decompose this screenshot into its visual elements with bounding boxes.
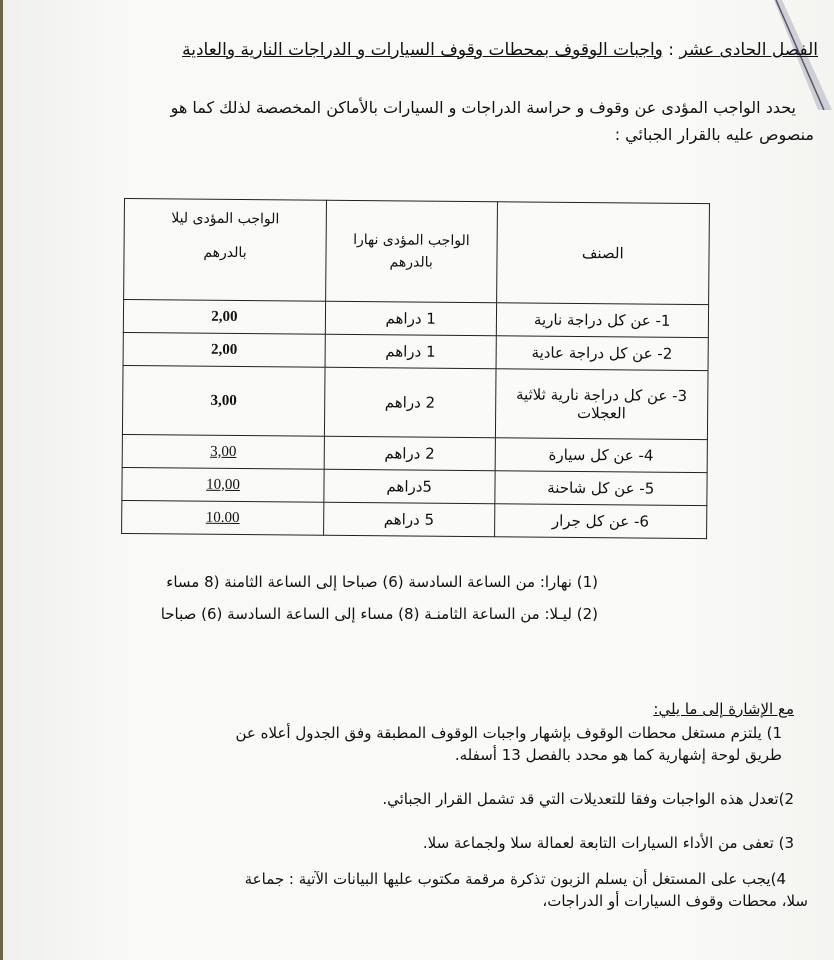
day-fee-cell: 5دراهم bbox=[324, 469, 495, 503]
header-day-fee-line2: بالدرهم bbox=[389, 254, 433, 271]
category-cell: 6- عن كل جرار bbox=[494, 504, 707, 539]
table-row bbox=[122, 467, 707, 505]
remark-line: طريق لوحة إشهارية كما هو محدد بالفصل 13 أسفله. bbox=[454, 746, 782, 764]
category-cell: 4- عن كل سيارة bbox=[495, 438, 708, 473]
note-day-hours: (1) نهارا: من الساعة السادسة (6) صباحا إلى الساعة الثامنة (8 مساء bbox=[166, 573, 598, 591]
table-row bbox=[122, 434, 707, 472]
header-category: الصنف bbox=[496, 202, 709, 305]
remark-item: 2)تعدل هذه الواجبات وفقا للتعديلات التي قد تشمل القرار الجبائي. bbox=[382, 790, 794, 808]
remark-item bbox=[88, 868, 808, 912]
intro-line-1: يحدد الواجب المؤدى عن وقوف و حراسة الدراجات و السيارات بالأماكن المخصصة لذلك كما هو bbox=[170, 98, 796, 117]
intro-paragraph bbox=[104, 94, 814, 148]
category-cell: 5- عن كل شاحنة bbox=[494, 471, 707, 506]
remark-item: 3) تعفى من الأداء السيارات التابعة لعمالة سلا ولجماعة سلا. bbox=[422, 834, 794, 852]
header-day-fee-line1: الواجب المؤدى نهارا bbox=[353, 232, 470, 250]
table-row bbox=[122, 500, 707, 538]
remark-line: 4)يجب على المستغل أن يسلم الزبون تذكرة مرقمة مكتوب عليها البيانات الآتية : جماعة bbox=[244, 870, 786, 888]
night-fee-cell: 3,00 bbox=[122, 365, 325, 436]
header-day-fee bbox=[326, 200, 497, 302]
table-row bbox=[122, 365, 708, 439]
day-fee-cell: 2 دراهم bbox=[324, 436, 495, 470]
time-notes bbox=[78, 566, 598, 630]
chapter-title: واجبات الوقوف بمحطات وقوف السيارات و الدراجات النارية والعادية bbox=[182, 40, 663, 60]
category-cell: 3- عن كل دراجة نارية ثلاثية العجلات bbox=[495, 369, 708, 440]
note-night-hours: (2) ليـلا: من الساعة الثامنـة (8) مساء إلى الساعة السادسة (6) صباحا bbox=[160, 605, 598, 623]
night-fee-cell: 2,00 bbox=[123, 300, 325, 335]
night-fee-cell bbox=[122, 467, 324, 502]
night-fee-cell bbox=[122, 500, 324, 535]
night-fee-value: 10,00 bbox=[206, 476, 240, 493]
fees-table bbox=[121, 198, 710, 539]
remark-line: 1) يلتزم مستغل محطات الوقوف بإشهار واجبات الوقوف المطبقة وفق الجدول أعلاه عن bbox=[235, 724, 782, 742]
day-fee-cell: 1 دراهم bbox=[325, 301, 496, 335]
page-edge-shadow bbox=[0, 0, 3, 960]
table-header-row bbox=[124, 199, 710, 305]
chapter-separator: : bbox=[668, 40, 675, 60]
remark-line: سلا، محطات وقوف السيارات أو الدراجات، bbox=[542, 892, 808, 910]
night-fee-cell: 2,00 bbox=[123, 332, 325, 367]
remark-item bbox=[84, 722, 804, 766]
category-cell: 2- عن كل دراجة عادية bbox=[496, 336, 709, 371]
day-fee-cell: 5 دراهم bbox=[324, 502, 495, 536]
table-row bbox=[123, 332, 708, 370]
header-night-fee-line2: بالدرهم bbox=[203, 244, 247, 262]
night-fee-value: 10.00 bbox=[205, 509, 240, 526]
remarks-heading: مع الإشارة إلى ما يلي: bbox=[653, 700, 794, 718]
chapter-label: الفصل الحادى عشر bbox=[679, 40, 818, 60]
chapter-heading bbox=[182, 40, 818, 60]
night-fee-cell bbox=[122, 434, 324, 469]
day-fee-cell: 1 دراهم bbox=[325, 334, 496, 368]
night-fee-value: 3,00 bbox=[210, 443, 237, 460]
header-night-fee bbox=[124, 199, 327, 302]
category-cell: 1- عن كل دراجة نارية bbox=[496, 303, 709, 338]
header-night-fee-line1: الواجب المؤدى ليلا bbox=[171, 210, 280, 228]
intro-line-2: منصوص عليه بالقرار الجبائي : bbox=[614, 125, 814, 144]
table-row bbox=[123, 300, 708, 338]
day-fee-cell: 2 دراهم bbox=[324, 367, 495, 437]
